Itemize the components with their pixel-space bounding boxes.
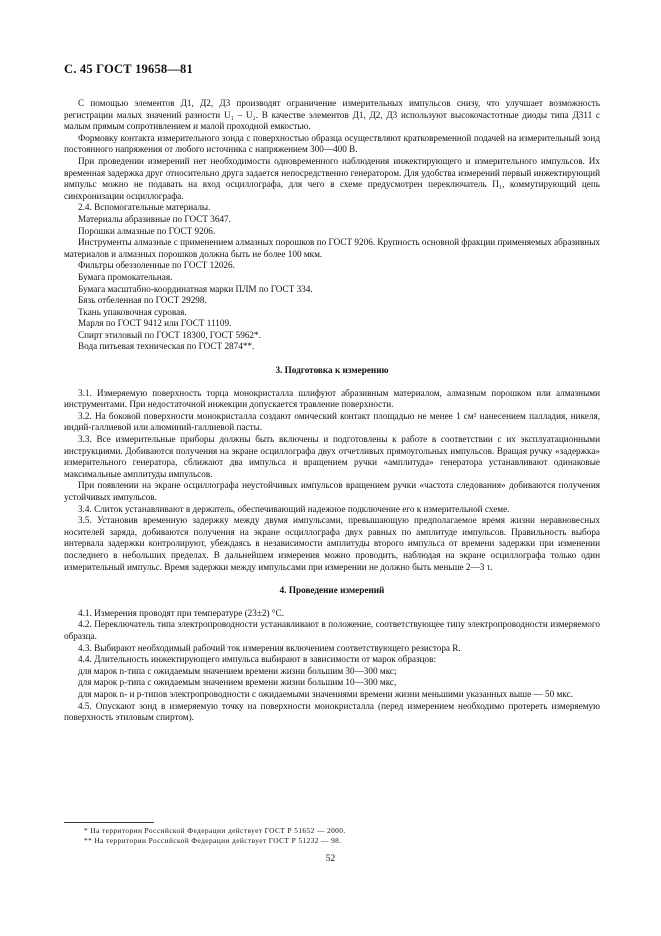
paragraph: С помощью элементов Д1, Д2, Д3 производят ограничение измерительных импульсов снизу, что улучшает возможность регистрации малых значений разности U₁ – U₂. В качестве элементов Д1, Д2, Д3 используют высокочастотные диоды типа Д311 с малым прямым сопротивлением и малой проходной емкостью.: [64, 98, 600, 132]
paragraph: Бумага промокательная.: [78, 271, 173, 282]
paragraph: 3.5. Установив временную задержку между двумя импульсами, превышающую предполагаемое время жизни неравновесных носителей заряда, добиваются получения на экране осциллографа двух равных по амплитуде импульсов. Правильность выбора интервала задержки контролируют, убеждаясь в независимости амплитуды второго импульса от времени задержки при изменении последнего в небольших пределах. В дальнейшем измерения можно проводить, наблюдая на экране осциллографа только один измерительный импульс. Время задержки между импульсами при измерении не должно быть меньше 2—3 τ.: [64, 515, 600, 572]
paragraph: Формовку контакта измерительного зонда с поверхностью образца осуществляют кратковременной подачей на измерительный зонд постоянного напряжения от любого источника с напряжением 300—400 В.: [64, 132, 600, 155]
footnote: * На территории Российской Федерации действует ГОСТ Р 51652 — 2000.: [84, 826, 346, 835]
paragraph: для марок n-типа с ожидаемым значением времени жизни большим 30—300 мкс;: [78, 665, 397, 676]
page-header: С. 45 ГОСТ 19658—81: [64, 62, 193, 76]
paragraph: 4.3. Выбирают необходимый рабочий ток измерения включением соответствующего резистора R.: [78, 642, 461, 653]
paragraph: Спирт этиловый по ГОСТ 18300, ГОСТ 5962*.: [78, 329, 261, 340]
paragraph: Бумага масштабно-координатная марки ПЛМ по ГОСТ 334.: [78, 283, 313, 294]
paragraph: Ткань упаковочная суровая.: [78, 306, 187, 317]
section-heading: 4. Проведение измерений: [279, 585, 385, 596]
paragraph: 4.2. Переключатель типа электропроводности устанавливают в положение, соответствующее типу электропроводности измеряемого образца.: [64, 619, 600, 641]
paragraph: При проведении измерений нет необходимости одновременного наблюдения инжектирующего и измерительного импульсов. Их временная задержка друг относительно друга задается непосредственно генератором. Для удобства измерений первый инжектирующий импульс можно не подавать на вход осциллографа, для чего в схеме предусмотрен переключатель П₁, коммутирующий цепь синхронизации осциллографа.: [64, 155, 600, 201]
paragraph: Фильтры обеззоленные по ГОСТ 12026.: [78, 260, 235, 271]
paragraph: 3.1. Измеряемую поверхность торца монокристалла шлифуют абразивным материалом, алмазным порошком или алмазными инструментами. При недостаточной инжекции допускается травление поверхности.: [64, 387, 600, 410]
section-heading: 3. Подготовка к измерению: [275, 365, 389, 376]
paragraph: Марля по ГОСТ 9412 или ГОСТ 11109.: [78, 318, 232, 329]
footnotes: [64, 822, 600, 846]
footnote-rule: [64, 822, 154, 823]
document-body: [64, 98, 600, 724]
paragraph: При появлении на экране осциллографа неустойчивых импульсов вращением ручки «частота следования» добиваются получения устойчивых импульсов.: [64, 480, 600, 502]
paragraph: Вода питьевая техническая по ГОСТ 2874**.: [78, 341, 255, 352]
paragraph: 4.5. Опускают зонд в измеряемую точку на поверхности монокристалла (перед измерением необходимо протереть измеряемую поверхность этиловым спиртом).: [64, 700, 600, 723]
paragraph: 4.4. Длительность инжектирующего импульса выбирают в зависимости от марок образцов:: [78, 654, 437, 665]
footnote: ** На территории Российской Федерации действует ГОСТ Р 51232 — 98.: [84, 836, 342, 845]
paragraph: Инструменты алмазные с применением алмазных порошков по ГОСТ 9206. Крупность основной фракции применяемых абразивных материалов и алмазных порошков должна быть не более 100 мкм.: [64, 237, 600, 259]
paragraph: 3.3. Все измерительные приборы должны быть включены и подготовлены к работе в соответствии с их эксплуатационными инструкциями. Добиваются получения на экране осциллографа двух отчетливых прямоугольных импульсов. Вращая ручку «задержка» измерительного генератора, сближают два импульса и вращением ручки «амплитуда» генератора устанавливают одинаковые максимальные амплитуды импульсов.: [64, 434, 600, 479]
paragraph: для марок p-типа с ожидаемым значением времени жизни большим 10—300 мкс,: [78, 677, 397, 688]
paragraph: Порошки алмазные по ГОСТ 9206.: [78, 225, 216, 236]
paragraph: Материалы абразивные по ГОСТ 3647.: [78, 213, 231, 224]
paragraph: 2.4. Вспомогательные материалы.: [78, 202, 211, 213]
page-number: 52: [325, 854, 336, 864]
paragraph: 3.2. На боковой поверхности монокристалла создают омический контакт площадью не менее 1 см² нанесением палладия, никеля, индий-галлиевой или алюминий-галлиевой пасты.: [64, 410, 600, 433]
paragraph: 4.1. Измерения проводят при температуре (23±2) °С.: [78, 607, 284, 618]
paragraph: 3.4. Слиток устанавливают в держатель, обеспечивающий надежное подключение его к измерительной схеме.: [78, 503, 510, 514]
paragraph: Бязь отбеленная по ГОСТ 29298.: [78, 295, 207, 306]
paragraph: для марок n- и p-типов электропроводности с ожидаемыми значениями времени жизни меньшими указанных выше — 50 мкс.: [78, 688, 573, 699]
